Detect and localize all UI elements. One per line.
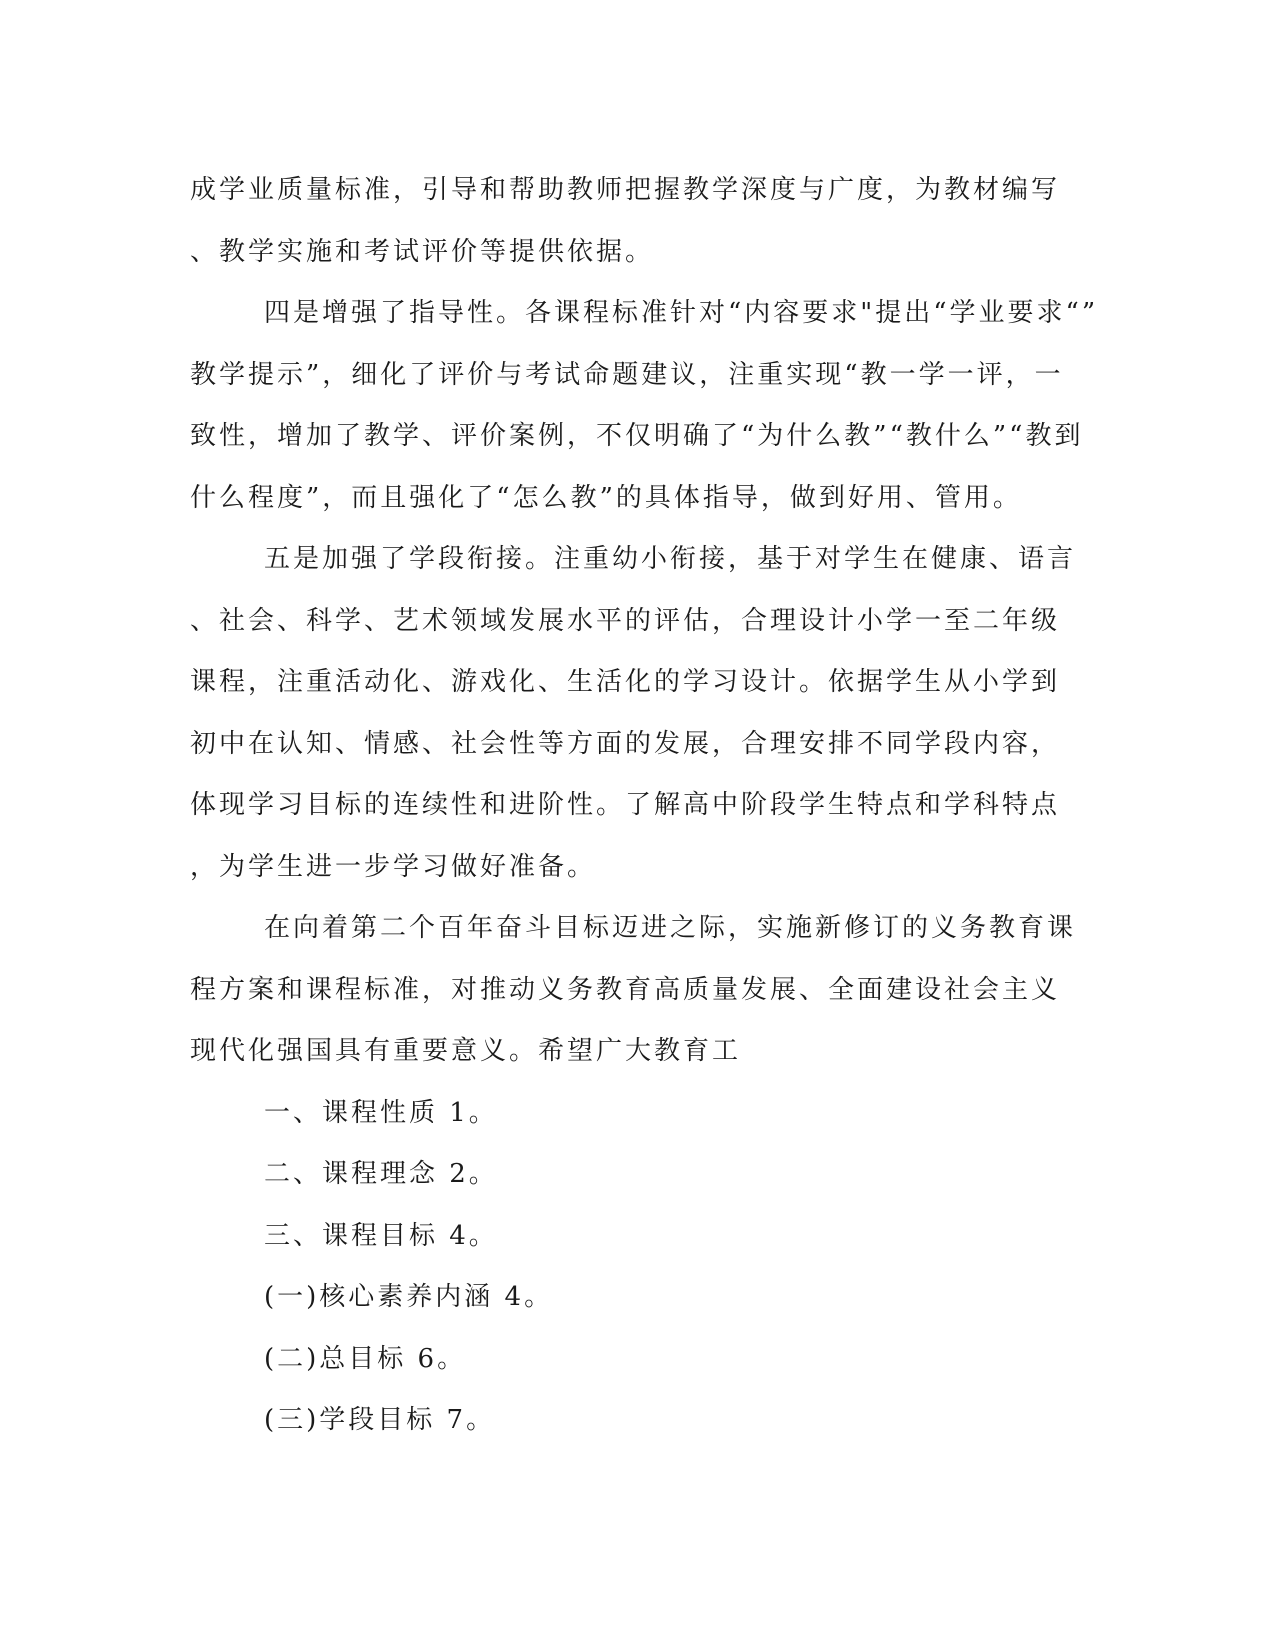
toc-entry: (一)核心素养内涵 4。 [264, 1282, 554, 1312]
document-body [190, 160, 1099, 1452]
text-line: 初中在认知、情感、社会性等方面的发展，合理安排不同学段内容， [190, 728, 1061, 759]
paragraph-start: 四是增强了指导性。各课程标准针对“内容要求"提出“学业要求“” [264, 298, 1099, 328]
paragraph-start: 在向着第二个百年奋斗目标迈进之际，实施新修订的义务教育课 [264, 913, 1077, 943]
text-line: 体现学习目标的连续性和进阶性。了解高中阶段学生特点和学科特点 [190, 790, 1061, 820]
toc-entry: 三、课程目标 4。 [264, 1220, 498, 1251]
text-line: 教学提示”，细化了评价与考试命题建议，注重实现“教一学一评，一 [190, 359, 1064, 390]
text-line: 课程，注重活动化、游戏化、生活化的学习设计。依据学生从小学到 [190, 667, 1061, 697]
toc-entry: (二)总目标 6。 [264, 1343, 467, 1374]
text-line: 现代化强国具有重要意义。希望广大教育工 [190, 1036, 742, 1066]
text-line: 成学业质量标准，引导和帮助教师把握教学深度与广度，为教材编写 [190, 175, 1061, 205]
text-line: 程方案和课程标准，对推动义务教育高质量发展、全面建设社会主义 [190, 974, 1061, 1005]
text-line: 什么程度”，而且强化了“怎么教”的具体指导，做到好用、管用。 [190, 482, 1022, 513]
toc-entry: (三)学段目标 7。 [264, 1405, 496, 1435]
paragraph-start: 五是加强了学段衔接。注重幼小衔接，基于对学生在健康、语言 [264, 544, 1077, 574]
text-line: ，为学生进一步学习做好准备。 [190, 851, 597, 882]
text-line: 致性，增加了教学、评价案例，不仅明确了“为什么教”“教什么”“教到 [190, 421, 1084, 451]
text-line: 、社会、科学、艺术领域发展水平的评估，合理设计小学一至二年级 [190, 605, 1061, 636]
text-line: 、教学实施和考试评价等提供依据。 [190, 236, 655, 267]
toc-entry: 二、课程理念 2。 [264, 1159, 498, 1189]
toc-entry: 一、课程性质 1。 [264, 1097, 498, 1128]
